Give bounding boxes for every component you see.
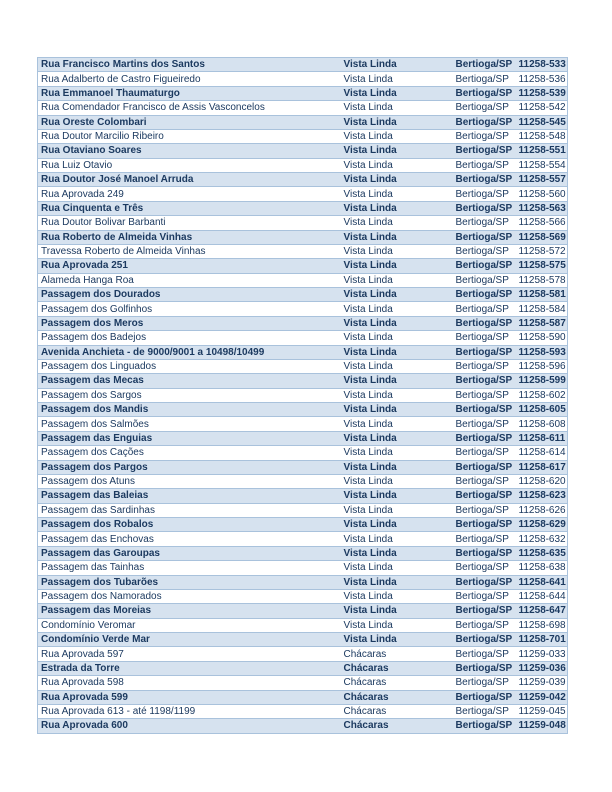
cep-cell: 11258-584: [518, 303, 566, 315]
table-row: [38, 604, 568, 618]
cep-cell: 11258-542: [518, 102, 566, 114]
district-cell: Vista Linda: [343, 375, 397, 387]
cep-cell: 11258-539: [518, 87, 566, 99]
cep-cell: 11259-048: [518, 720, 566, 732]
table-row: [38, 503, 568, 517]
district-cell: Vista Linda: [343, 576, 397, 588]
city-cell: Bertioga/SP: [455, 303, 509, 315]
district-cell: Vista Linda: [343, 174, 397, 186]
table-row: [38, 417, 568, 431]
cep-cell: 11258-626: [518, 504, 566, 516]
table-row: [38, 618, 568, 632]
city-cell: Bertioga/SP: [455, 375, 513, 387]
district-cell: Chácaras: [343, 662, 389, 674]
district-cell: Vista Linda: [343, 432, 397, 444]
cep-cell: 11259-042: [518, 691, 566, 703]
district-cell: Vista Linda: [343, 260, 397, 272]
table-row: [38, 431, 568, 445]
district-cell: Vista Linda: [343, 461, 397, 473]
table-row: [38, 101, 568, 115]
district-cell: Vista Linda: [343, 418, 393, 430]
street-cell: Passagem das Baleias: [41, 490, 149, 502]
cep-cell: 11258-632: [518, 533, 566, 545]
street-cell: Rua Comendador Francisco de Assis Vasconcelos: [41, 102, 265, 114]
city-cell: Bertioga/SP: [455, 174, 513, 186]
cep-cell: 11258-647: [518, 605, 566, 617]
district-cell: Vista Linda: [343, 131, 393, 143]
table-row: [38, 518, 568, 532]
street-cell: Rua Doutor Marcilio Ribeiro: [41, 131, 164, 143]
street-cell: Passagem dos Badejos: [41, 332, 147, 344]
cep-cell: 11258-593: [518, 346, 566, 358]
district-cell: Vista Linda: [343, 159, 393, 171]
city-cell: Bertioga/SP: [455, 59, 513, 71]
district-cell: Vista Linda: [343, 289, 397, 301]
city-cell: Bertioga/SP: [455, 418, 509, 430]
table-row: [38, 187, 568, 201]
table-row: [38, 403, 568, 417]
cep-cell: 11258-617: [518, 461, 566, 473]
city-cell: Bertioga/SP: [455, 73, 509, 85]
city-cell: Bertioga/SP: [455, 562, 509, 574]
street-cell: Passagem das Mecas: [41, 375, 144, 387]
cep-cell: 11258-644: [518, 591, 566, 603]
city-cell: Bertioga/SP: [455, 404, 513, 416]
city-cell: Bertioga/SP: [455, 547, 513, 559]
table-row: [38, 302, 568, 316]
city-cell: Bertioga/SP: [455, 289, 513, 301]
district-cell: Vista Linda: [343, 202, 397, 214]
city-cell: Bertioga/SP: [455, 490, 513, 502]
table-row: [38, 546, 568, 560]
table-row: [38, 388, 568, 402]
street-cell: Alameda Hanga Roa: [41, 274, 134, 286]
street-cell: Rua Cinquenta e Três: [41, 202, 144, 214]
district-cell: Vista Linda: [343, 346, 397, 358]
city-cell: Bertioga/SP: [455, 87, 513, 99]
street-cell: Rua Aprovada 597: [41, 648, 124, 660]
district-cell: Vista Linda: [343, 274, 393, 286]
cep-cell: 11259-039: [518, 677, 566, 689]
city-cell: Bertioga/SP: [455, 102, 509, 114]
table-row: [38, 115, 568, 129]
district-cell: Vista Linda: [343, 504, 393, 516]
street-cell: Condomínio Verde Mar: [41, 634, 150, 646]
cep-cell: 11258-554: [518, 159, 566, 171]
cep-cell: 11258-545: [518, 116, 566, 128]
district-cell: Vista Linda: [343, 389, 393, 401]
table-row: [38, 460, 568, 474]
district-cell: Vista Linda: [343, 361, 393, 373]
city-cell: Bertioga/SP: [455, 274, 509, 286]
district-cell: Vista Linda: [343, 188, 393, 200]
district-cell: Vista Linda: [343, 591, 393, 603]
street-cell: Passagem dos Mandis: [41, 404, 149, 416]
street-cell: Rua Luiz Otavio: [41, 159, 113, 171]
cep-cell: 11258-551: [518, 145, 566, 157]
cep-cell: 11258-641: [518, 576, 566, 588]
table-row: [38, 331, 568, 345]
street-cell: Passagem dos Atuns: [41, 476, 135, 488]
table-row: [38, 446, 568, 460]
street-cell: Passagem dos Salmões: [41, 418, 149, 430]
city-cell: Bertioga/SP: [455, 648, 509, 660]
cep-cell: 11258-638: [518, 562, 566, 574]
district-cell: Vista Linda: [343, 59, 397, 71]
street-cell: Rua Francisco Martins dos Santos: [41, 59, 205, 71]
street-cell: Rua Aprovada 599: [41, 691, 128, 703]
street-cell: Rua Aprovada 613 - até 1198/1199: [41, 706, 196, 718]
table-row: [38, 359, 568, 373]
table-row: [38, 216, 568, 230]
street-cell: Passagem dos Sargos: [41, 389, 142, 401]
cep-cell: 11258-698: [518, 619, 566, 631]
district-cell: Vista Linda: [343, 102, 393, 114]
table-row: [38, 589, 568, 603]
table-row: [38, 173, 568, 187]
cep-cell: 11258-590: [518, 332, 566, 344]
city-cell: Bertioga/SP: [455, 159, 509, 171]
table-row: [38, 259, 568, 273]
cep-cell: 11259-033: [518, 648, 566, 660]
city-cell: Bertioga/SP: [455, 217, 509, 229]
table-row: [38, 704, 568, 718]
cep-cell: 11258-569: [518, 231, 566, 243]
street-cell: Passagem das Enchovas: [41, 533, 154, 545]
city-cell: Bertioga/SP: [455, 389, 509, 401]
table-row: [38, 690, 568, 704]
street-cell: Rua Doutor José Manoel Arruda: [41, 174, 194, 186]
table-row: [38, 273, 568, 287]
street-cell: Rua Doutor Bolivar Barbanti: [41, 217, 166, 229]
cep-cell: 11258-575: [518, 260, 566, 272]
city-cell: Bertioga/SP: [455, 677, 509, 689]
cep-cell: 11258-578: [518, 274, 566, 286]
district-cell: Vista Linda: [343, 605, 397, 617]
table-row: [38, 647, 568, 661]
street-cell: Passagem dos Namorados: [41, 591, 162, 603]
street-cell: Condomínio Veromar: [41, 619, 136, 631]
street-cell: Passagem dos Cações: [41, 447, 144, 459]
district-cell: Vista Linda: [343, 447, 393, 459]
cep-cell: 11258-536: [518, 73, 566, 85]
table-row: [38, 58, 568, 72]
city-cell: Bertioga/SP: [455, 260, 513, 272]
city-cell: Bertioga/SP: [455, 202, 513, 214]
district-cell: Vista Linda: [343, 634, 397, 646]
table-row: [38, 86, 568, 100]
cep-table: [37, 57, 568, 734]
cep-cell: 11258-572: [518, 246, 566, 258]
cep-cell: 11258-602: [518, 389, 566, 401]
street-cell: Passagem dos Robalos: [41, 519, 154, 531]
cep-cell: 11259-036: [518, 662, 566, 674]
district-cell: Vista Linda: [343, 332, 393, 344]
street-cell: Passagem das Enguias: [41, 432, 153, 444]
street-cell: Passagem dos Tubarões: [41, 576, 159, 588]
district-cell: Vista Linda: [343, 490, 397, 502]
street-cell: Rua Emmanoel Thaumaturgo: [41, 87, 180, 99]
cep-cell: 11258-587: [518, 317, 566, 329]
table-row: [38, 719, 568, 733]
cep-cell: 11258-563: [518, 202, 566, 214]
district-cell: Vista Linda: [343, 87, 397, 99]
table-row: [38, 288, 568, 302]
city-cell: Bertioga/SP: [455, 131, 509, 143]
district-cell: Vista Linda: [343, 231, 397, 243]
city-cell: Bertioga/SP: [455, 591, 509, 603]
street-cell: Travessa Roberto de Almeida Vinhas: [41, 246, 206, 258]
district-cell: Vista Linda: [343, 404, 397, 416]
district-cell: Vista Linda: [343, 73, 393, 85]
table-row: [38, 374, 568, 388]
district-cell: Vista Linda: [343, 533, 393, 545]
city-cell: Bertioga/SP: [455, 447, 509, 459]
district-cell: Vista Linda: [343, 619, 393, 631]
table-row: [38, 201, 568, 215]
district-cell: Chácaras: [343, 691, 389, 703]
street-cell: Passagem das Moreias: [41, 605, 152, 617]
cep-cell: 11258-599: [518, 375, 566, 387]
city-cell: Bertioga/SP: [455, 720, 513, 732]
cep-cell: 11258-608: [518, 418, 566, 430]
city-cell: Bertioga/SP: [455, 476, 509, 488]
district-cell: Chácaras: [343, 720, 389, 732]
city-cell: Bertioga/SP: [455, 519, 513, 531]
city-cell: Bertioga/SP: [455, 605, 513, 617]
cep-cell: 11258-548: [518, 131, 566, 143]
district-cell: Chácaras: [343, 648, 387, 660]
table-row: [38, 676, 568, 690]
city-cell: Bertioga/SP: [455, 116, 513, 128]
cep-cell: 11258-557: [518, 174, 566, 186]
district-cell: Vista Linda: [343, 116, 397, 128]
district-cell: Vista Linda: [343, 217, 393, 229]
city-cell: Bertioga/SP: [455, 691, 513, 703]
district-cell: Vista Linda: [343, 476, 393, 488]
city-cell: Bertioga/SP: [455, 504, 509, 516]
district-cell: Vista Linda: [343, 519, 397, 531]
street-cell: Rua Otaviano Soares: [41, 145, 142, 157]
table-row: [38, 575, 568, 589]
district-cell: Chácaras: [343, 706, 387, 718]
table-row: [38, 158, 568, 172]
cep-cell: 11258-635: [518, 547, 566, 559]
table-row: [38, 561, 568, 575]
city-cell: Bertioga/SP: [455, 432, 513, 444]
district-cell: Vista Linda: [343, 562, 393, 574]
cep-cell: 11258-629: [518, 519, 566, 531]
city-cell: Bertioga/SP: [455, 145, 513, 157]
cep-cell: 11258-620: [518, 476, 566, 488]
city-cell: Bertioga/SP: [455, 533, 509, 545]
street-cell: Passagem dos Meros: [41, 317, 144, 329]
city-cell: Bertioga/SP: [455, 246, 509, 258]
cep-cell: 11258-611: [518, 432, 566, 444]
city-cell: Bertioga/SP: [455, 332, 509, 344]
cep-cell: 11258-581: [518, 289, 566, 301]
table-row: [38, 474, 568, 488]
cep-cell: 11258-623: [518, 490, 566, 502]
city-cell: Bertioga/SP: [455, 361, 509, 373]
street-cell: Passagem das Garoupas: [41, 547, 160, 559]
table-row: [38, 316, 568, 330]
street-cell: Passagem dos Linguados: [41, 361, 157, 373]
city-cell: Bertioga/SP: [455, 346, 513, 358]
street-cell: Passagem dos Dourados: [41, 289, 161, 301]
street-cell: Rua Aprovada 249: [41, 188, 124, 200]
city-cell: Bertioga/SP: [455, 634, 513, 646]
street-cell: Avenida Anchieta - de 9000/9001 a 10498/10499: [41, 346, 265, 358]
city-cell: Bertioga/SP: [455, 188, 509, 200]
city-cell: Bertioga/SP: [455, 662, 513, 674]
city-cell: Bertioga/SP: [455, 706, 509, 718]
district-cell: Vista Linda: [343, 145, 397, 157]
street-cell: Rua Aprovada 598: [41, 677, 124, 689]
city-cell: Bertioga/SP: [455, 619, 509, 631]
table-row: [38, 129, 568, 143]
district-cell: Vista Linda: [343, 303, 393, 315]
street-cell: Estrada da Torre: [41, 662, 120, 674]
street-cell: Rua Oreste Colombari: [41, 116, 147, 128]
cep-cell: 11259-045: [518, 706, 566, 718]
street-cell: Passagem das Tainhas: [41, 562, 145, 574]
city-cell: Bertioga/SP: [455, 231, 513, 243]
cep-table-body: [38, 58, 568, 734]
cep-cell: 11258-533: [518, 59, 566, 71]
cep-cell: 11258-701: [518, 634, 566, 646]
district-cell: Vista Linda: [343, 547, 397, 559]
table-row: [38, 144, 568, 158]
cep-cell: 11258-605: [518, 404, 566, 416]
district-cell: Vista Linda: [343, 317, 397, 329]
street-cell: Passagem dos Golfinhos: [41, 303, 153, 315]
street-cell: Rua Aprovada 600: [41, 720, 128, 732]
street-cell: Rua Adalberto de Castro Figueiredo: [41, 73, 201, 85]
table-row: [38, 72, 568, 86]
district-cell: Vista Linda: [343, 246, 393, 258]
table-row: [38, 345, 568, 359]
table-row: [38, 532, 568, 546]
street-cell: Rua Aprovada 251: [41, 260, 128, 272]
table-row: [38, 230, 568, 244]
street-cell: Passagem dos Pargos: [41, 461, 148, 473]
city-cell: Bertioga/SP: [455, 317, 513, 329]
street-cell: Rua Roberto de Almeida Vinhas: [41, 231, 193, 243]
table-row: [38, 661, 568, 675]
street-cell: Passagem das Sardinhas: [41, 504, 155, 516]
city-cell: Bertioga/SP: [455, 576, 513, 588]
district-cell: Chácaras: [343, 677, 387, 689]
cep-cell: 11258-596: [518, 361, 566, 373]
cep-cell: 11258-566: [518, 217, 566, 229]
cep-cell: 11258-560: [518, 188, 566, 200]
table-row: [38, 244, 568, 258]
cep-cell: 11258-614: [518, 447, 566, 459]
table-row: [38, 489, 568, 503]
table-row: [38, 633, 568, 647]
city-cell: Bertioga/SP: [455, 461, 513, 473]
